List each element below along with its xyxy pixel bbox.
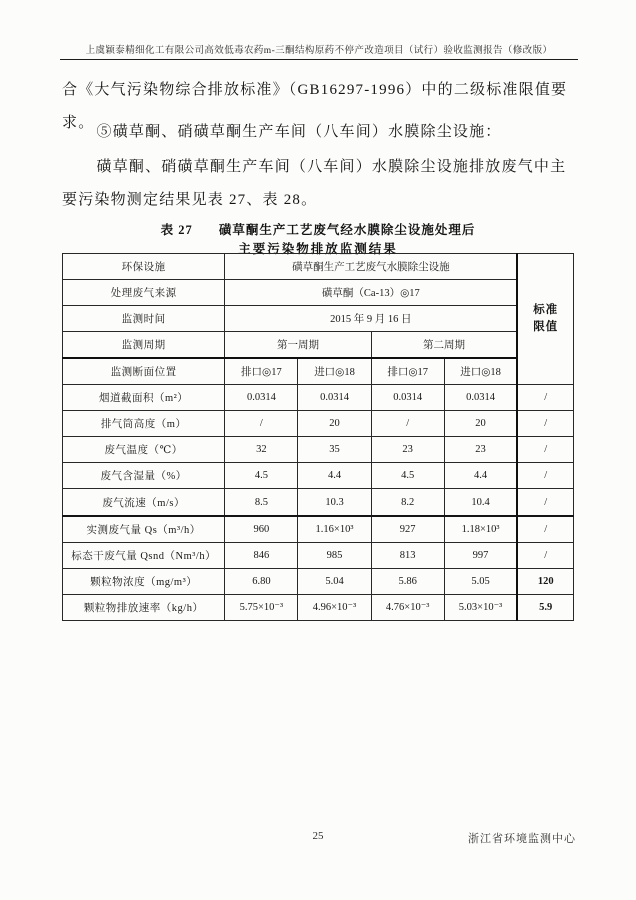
table-row — [63, 306, 574, 332]
value-cell: 5.03×10⁻³ — [444, 594, 517, 620]
table-row — [63, 411, 574, 437]
value-cell: 0.0314 — [298, 385, 371, 411]
value-cell: 846 — [225, 542, 298, 568]
table-row — [63, 542, 574, 568]
value-cell: 4.4 — [298, 463, 371, 489]
value-cell: 6.80 — [225, 568, 298, 594]
value-cell: 10.4 — [444, 489, 517, 516]
value-cell: 23 — [444, 437, 517, 463]
value-cell: 4.5 — [225, 463, 298, 489]
source-value: 磺草酮（Ca-13）◎17 — [225, 280, 518, 306]
row-label-stack-height: 排气筒高度（m） — [63, 411, 225, 437]
value-cell: 5.75×10⁻³ — [225, 594, 298, 620]
page-number: 25 — [312, 830, 324, 842]
row-label-particulate-concentration: 颗粒物浓度（mg/m³） — [63, 568, 225, 594]
table-row — [63, 489, 574, 516]
period-2: 第二周期 — [371, 332, 517, 359]
row-label-gas-velocity: 废气流速（m/s） — [63, 489, 225, 516]
table-number: 表 27 — [160, 223, 193, 237]
value-cell: 8.2 — [371, 489, 444, 516]
value-cell: / — [225, 411, 298, 437]
period-1: 第一周期 — [225, 332, 371, 359]
paragraph-standard-reference: 合《大气污染物综合排放标准》（GB16297-1996）中的二级标准限值要求。 — [62, 82, 568, 131]
standard-limit-header-line2: 限值 — [533, 321, 559, 334]
running-header: 上虞颖泰精细化工有限公司高效低毒农药m-三酮结构原药不停产改造项目（试行）验收监测报告（修改版） — [85, 46, 553, 56]
value-cell: 4.76×10⁻³ — [371, 594, 444, 620]
value-cell: 985 — [298, 542, 371, 568]
table-row — [63, 385, 574, 411]
table-row — [63, 516, 574, 543]
paragraph-results-intro — [62, 151, 578, 217]
standard-limit-cell: / — [517, 542, 573, 568]
row-label-period: 监测周期 — [63, 332, 225, 359]
value-cell: 32 — [225, 437, 298, 463]
table-title: 磺草酮生产工艺废气经水膜除尘设施处理后 — [218, 223, 476, 237]
value-cell: 10.3 — [298, 489, 371, 516]
table-row — [63, 280, 574, 306]
value-cell: 20 — [444, 411, 517, 437]
row-label-position: 监测断面位置 — [63, 358, 225, 385]
table-subtitle: 主要污染物排放监测结果 — [238, 242, 398, 256]
standard-limit-cell: 5.9 — [517, 594, 573, 620]
value-cell: 1.16×10³ — [298, 516, 371, 543]
value-cell: 927 — [371, 516, 444, 543]
row-label-source: 处理废气来源 — [63, 280, 225, 306]
table-row — [63, 332, 574, 359]
value-cell: 4.4 — [444, 463, 517, 489]
value-cell: 4.96×10⁻³ — [298, 594, 371, 620]
table-row — [63, 568, 574, 594]
table-row — [63, 254, 574, 280]
value-cell: / — [371, 411, 444, 437]
row-label-gas-temperature: 废气温度（℃） — [63, 437, 225, 463]
value-cell: 5.04 — [298, 568, 371, 594]
row-label-measured-flow: 实测废气量 Qs（m³/h） — [63, 516, 225, 543]
monitoring-date: 2015 年 9 月 16 日 — [225, 306, 518, 332]
table-row — [63, 594, 574, 620]
row-label-moisture-content: 废气含湿量（%） — [63, 463, 225, 489]
value-cell: 0.0314 — [444, 385, 517, 411]
facility-value: 磺草酮生产工艺废气水膜除尘设施 — [225, 254, 518, 280]
standard-limit-cell: / — [517, 411, 573, 437]
position-2: 进口◎18 — [298, 358, 371, 385]
row-label-particulate-emission-rate: 颗粒物排放速率（kg/h） — [63, 594, 225, 620]
standard-limit-cell: / — [517, 489, 573, 516]
footer-organization: 浙江省环境监测中心 — [468, 833, 576, 845]
value-cell: 23 — [371, 437, 444, 463]
standard-limit-cell: / — [517, 385, 573, 411]
value-cell: 0.0314 — [371, 385, 444, 411]
row-label-facility: 环保设施 — [63, 254, 225, 280]
value-cell: 960 — [225, 516, 298, 543]
value-cell: 1.18×10³ — [444, 516, 517, 543]
standard-limit-header-line1: 标准 — [533, 304, 559, 317]
table-row — [63, 437, 574, 463]
value-cell: 0.0314 — [225, 385, 298, 411]
value-cell: 813 — [371, 542, 444, 568]
position-4: 进口◎18 — [444, 358, 517, 385]
monitoring-results-table — [62, 253, 574, 621]
standard-limit-header — [517, 254, 573, 385]
position-3: 排口◎17 — [371, 358, 444, 385]
row-label-standard-dry-flow: 标态干废气量 Qsnd（Nm³/h） — [63, 542, 225, 568]
value-cell: 8.5 — [225, 489, 298, 516]
value-cell: 997 — [444, 542, 517, 568]
value-cell: 4.5 — [371, 463, 444, 489]
table-row — [63, 358, 574, 385]
standard-limit-cell: / — [517, 463, 573, 489]
position-1: 排口◎17 — [225, 358, 298, 385]
value-cell: 5.05 — [444, 568, 517, 594]
paragraph-results-intro-text: 磺草酮、硝磺草酮生产车间（八车间）水膜除尘设施排放废气中主要污染物测定结果见表 27、表 28。 — [62, 159, 567, 208]
row-label-date: 监测时间 — [63, 306, 225, 332]
row-label-duct-area: 烟道截面积（m²） — [63, 385, 225, 411]
table-row — [63, 463, 574, 489]
value-cell: 20 — [298, 411, 371, 437]
value-cell: 35 — [298, 437, 371, 463]
header-divider — [60, 59, 578, 60]
paragraph-facility-heading: ⑤磺草酮、硝磺草酮生产车间（八车间）水膜除尘设施： — [96, 124, 502, 140]
standard-limit-cell: / — [517, 516, 573, 543]
table-caption — [62, 220, 574, 238]
standard-limit-cell: 120 — [517, 568, 573, 594]
value-cell: 5.86 — [371, 568, 444, 594]
standard-limit-cell: / — [517, 437, 573, 463]
